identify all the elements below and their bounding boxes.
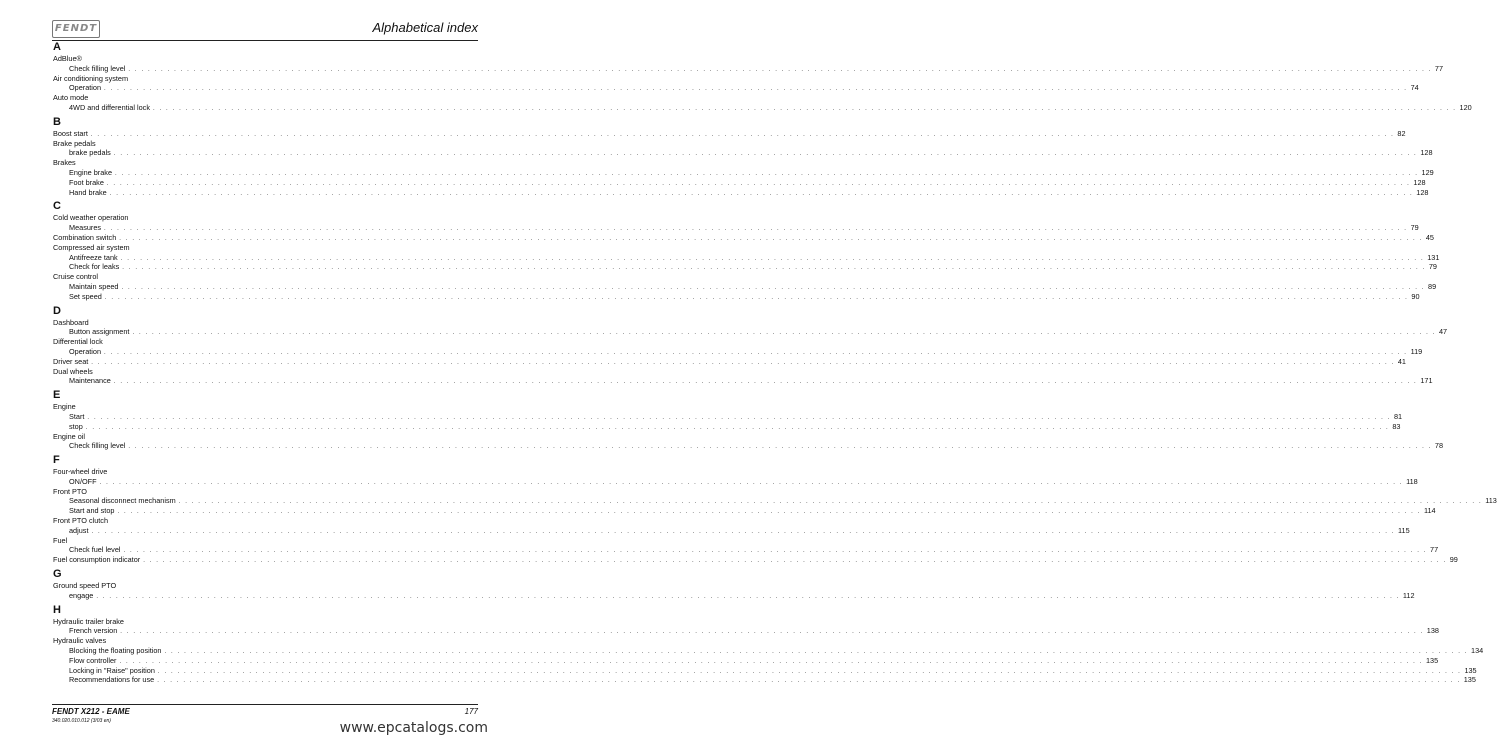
entry-label: stop bbox=[69, 421, 83, 431]
entry-page-number: 118 bbox=[1406, 476, 1418, 486]
index-entry bbox=[53, 213, 478, 223]
dot-leader: . . . . . . . . . . . . . . . . . . . . . . . . . . . . . . . . . . . . . . . . . . . . . . . . . . . . . . . . . . . . . . . . . . . . . . . . . . . . . . . . . . . . . . . . . . . . . . . . . . . . . . . . . . . . . . . . . . . . . . . . . . . . . . . . . . . . . . . . . . . . . . . . . . . . . . . . . . . . . . . . . . . . . . . . . . . . . . . . . . . . . . . . . . . . . . . . . . . . . . . . bbox=[113, 379, 1418, 386]
index-letter-heading: C bbox=[53, 200, 61, 213]
entry-label: Hydraulic trailer brake bbox=[53, 616, 124, 626]
entry-label: AdBlue® bbox=[53, 54, 82, 63]
dot-leader: . . . . . . . . . . . . . . . . . . . . . . . . . . . . . . . . . . . . . . . . . . . . . . . . . . . . . . . . . . . . . . . . . . . . . . . . . . . . . . . . . . . . . . . . . . . . . . . . . . . . . . . . . . . . . . . . . . . . . . . . . . . . . . . . . . . . . . . . . . . . . . . . . . . . . . . . . . . . . . . . . . . . . . . . . . . . . . . . . . . . . . . . . . . . . . . . . . . . . . . . bbox=[120, 629, 1424, 636]
dot-leader: . . . . . . . . . . . . . . . . . . . . . . . . . . . . . . . . . . . . . . . . . . . . . . . . . . . . . . . . . . . . . . . . . . . . . . . . . . . . . . . . . . . . . . . . . . . . . . . . . . . . . . . . . . . . . . . . . . . . . . . . . . . . . . . . . . . . . . . . . . . . . . . . . . . . . . . . . . . . . . . . . . . . . . . . . . . . . . . . . . . . . . . . . . . . . . . . . . . . . . . . bbox=[90, 131, 1395, 138]
entry-label: Dashboard bbox=[53, 317, 89, 327]
entry-page-number: 171 bbox=[1420, 376, 1433, 386]
entry-label: Start and stop bbox=[69, 506, 115, 516]
entry-label: Boost start bbox=[53, 128, 88, 138]
index-entry bbox=[53, 555, 1458, 565]
index-subentry bbox=[53, 167, 1434, 178]
entry-page-number: 79 bbox=[1428, 262, 1437, 272]
entry-page-number: 79 bbox=[1410, 223, 1419, 233]
entry-page-number: 83 bbox=[1392, 421, 1401, 431]
index-letter-heading: G bbox=[53, 568, 62, 581]
dot-leader: . . . . . . . . . . . . . . . . . . . . . . . . . . . . . . . . . . . . . . . . . . . . . . . . . . . . . . . . . . . . . . . . . . . . . . . . . . . . . . . . . . . . . . . . . . . . . . . . . . . . . . . . . . . . . . . . . . . . . . . . . . . . . . . . . . . . . . . . . . . . . . . . . . . . . . . . . . . . . . . . . . . . . . . . . . . . . . . . . . . . . . . . . . . . . . . . . . . . . . . . bbox=[132, 330, 1436, 337]
index-subentry bbox=[53, 441, 1444, 451]
entry-label: Set speed bbox=[69, 291, 102, 301]
index-subentry bbox=[53, 223, 1419, 233]
index-letter-heading: H bbox=[53, 603, 61, 616]
entry-label: Engine bbox=[53, 402, 76, 412]
entry-page-number: 114 bbox=[1423, 506, 1436, 516]
entry-label: Engine oil bbox=[53, 431, 86, 441]
index-letter-heading: F bbox=[53, 454, 60, 467]
entry-page-number: 77 bbox=[1434, 63, 1444, 73]
entry-page-number: 129 bbox=[1421, 167, 1434, 177]
index-subentry bbox=[53, 83, 1419, 93]
entry-page-number: 112 bbox=[1402, 590, 1415, 600]
dot-leader: . . . . . . . . . . . . . . . . . . . . . . . . . . . . . . . . . . . . . . . . . . . . . . . . . . . . . . . . . . . . . . . . . . . . . . . . . . . . . . . . . . . . . . . . . . . . . . . . . . . . . . . . . . . . . . . . . . . . . . . . . . . . . . . . . . . . . . . . . . . . . . . . . . . . . . . . . . . . . . . . . . . . . . . . . . . . . . . . . . . . . . . . . . . . . . . . . . . . . . . . bbox=[164, 649, 1469, 656]
index-subentry bbox=[53, 496, 1497, 506]
index-subentry bbox=[53, 346, 1423, 357]
dot-leader: . . . . . . . . . . . . . . . . . . . . . . . . . . . . . . . . . . . . . . . . . . . . . . . . . . . . . . . . . . . . . . . . . . . . . . . . . . . . . . . . . . . . . . . . . . . . . . . . . . . . . . . . . . . . . . . . . . . . . . . . . . . . . . . . . . . . . . . . . . . . . . . . . . . . . . . . . . . . . . . . . . . . . . . . . . . . . . . . . . . . . . . . . . . . . . . . . . . . . . . . bbox=[109, 190, 1414, 197]
entry-label: Check fuel level bbox=[69, 545, 121, 555]
index-subentry bbox=[53, 655, 1439, 666]
index-subentry bbox=[53, 626, 1439, 636]
dot-leader: . . . . . . . . . . . . . . . . . . . . . . . . . . . . . . . . . . . . . . . . . . . . . . . . . . . . . . . . . . . . . . . . . . . . . . . . . . . . . . . . . . . . . . . . . . . . . . . . . . . . . . . . . . . . . . . . . . . . . . . . . . . . . . . . . . . . . . . . . . . . . . . . . . . . . . . . . . . . . . . . . . . . . . . . . . . . . . . . . . . . . . . . . . . . . . . . . . . . . . . . bbox=[152, 105, 1457, 112]
entry-page-number: 77 bbox=[1430, 545, 1439, 555]
alphabetical-index bbox=[53, 41, 1497, 685]
index-subentry bbox=[53, 545, 1439, 555]
dot-leader: . . . . . . . . . . . . . . . . . . . . . . . . . . . . . . . . . . . . . . . . . . . . . . . . . . . . . . . . . . . . . . . . . . . . . . . . . . . . . . . . . . . . . . . . . . . . . . . . . . . . . . . . . . . . . . . . . . . . . . . . . . . . . . . . . . . . . . . . . . . . . . . . . . . . . . . . . . . . . . . . . . . . . . . . . . . . . . . . . . . . . . . . . . . . . . . . . . . . . . . . bbox=[91, 359, 1395, 366]
dot-leader: . . . . . . . . . . . . . . . . . . . . . . . . . . . . . . . . . . . . . . . . . . . . . . . . . . . . . . . . . . . . . . . . . . . . . . . . . . . . . . . . . . . . . . . . . . . . . . . . . . . . . . . . . . . . . . . . . . . . . . . . . . . . . . . . . . . . . . . . . . . . . . . . . . . . . . . . . . . . . . . . . . . . . . . . . . . . . . . . . . . . . . . . . . . . . . . . . . . . . . . . bbox=[104, 349, 1408, 356]
page-number: 177 bbox=[464, 707, 478, 716]
entry-label: Brakes bbox=[53, 158, 76, 168]
index-subentry bbox=[53, 525, 1410, 536]
entry-label: Hydraulic valves bbox=[53, 636, 107, 646]
index-subentry bbox=[53, 646, 1484, 656]
entry-label: Combination switch bbox=[53, 232, 117, 242]
index-subentry bbox=[53, 476, 1418, 487]
entry-label: Check for leaks bbox=[69, 262, 120, 272]
dot-leader: . . . . . . . . . . . . . . . . . . . . . . . . . . . . . . . . . . . . . . . . . . . . . . . . . . . . . . . . . . . . . . . . . . . . . . . . . . . . . . . . . . . . . . . . . . . . . . . . . . . . . . . . . . . . . . . . . . . . . . . . . . . . . . . . . . . . . . . . . . . . . . . . . . . . . . . . . . . . . . . . . . . . . . . . . . . . . . . . . . . . . . . . . . . . . . . . . . . . . . . . bbox=[91, 528, 1396, 535]
index-entry bbox=[53, 318, 478, 328]
entry-label: Four-wheel drive bbox=[53, 467, 108, 477]
entry-page-number: 74 bbox=[1410, 83, 1419, 93]
entry-label: Operation bbox=[69, 83, 102, 93]
index-subentry bbox=[53, 421, 1401, 432]
entry-label: Seasonal disconnect mechanism bbox=[69, 496, 176, 506]
watermark: www.epcatalogs.com bbox=[339, 720, 488, 736]
entry-label: Front PTO clutch bbox=[53, 516, 109, 526]
entry-page-number: 138 bbox=[1426, 626, 1439, 636]
entry-page-number: 99 bbox=[1449, 555, 1458, 565]
entry-page-number: 41 bbox=[1397, 356, 1406, 366]
index-entry bbox=[53, 402, 478, 412]
index-letter-heading: A bbox=[53, 41, 61, 53]
entry-label: Cold weather operation bbox=[53, 213, 129, 223]
entry-label: Measures bbox=[69, 223, 102, 233]
entry-page-number: 82 bbox=[1397, 128, 1406, 138]
dot-leader: . . . . . . . . . . . . . . . . . . . . . . . . . . . . . . . . . . . . . . . . . . . . . . . . . . . . . . . . . . . . . . . . . . . . . . . . . . . . . . . . . . . . . . . . . . . . . . . . . . . . . . . . . . . . . . . . . . . . . . . . . . . . . . . . . . . . . . . . . . . . . . . . . . . . . . . . . . . . . . . . . . . . . . . . . . . . . . . . . . . . . . . . . . . . . . . . . . . . . . . . bbox=[106, 180, 1411, 187]
entry-label: Auto mode bbox=[53, 93, 89, 103]
footer-document-code: 340.020.010.012 (3/03 en) bbox=[52, 718, 111, 724]
entry-label: Locking in "Raise" position bbox=[69, 665, 155, 675]
index-entry bbox=[53, 581, 478, 591]
dot-leader: . . . . . . . . . . . . . . . . . . . . . . . . . . . . . . . . . . . . . . . . . . . . . . . . . . . . . . . . . . . . . . . . . . . . . . . . . . . . . . . . . . . . . . . . . . . . . . . . . . . . . . . . . . . . . . . . . . . . . . . . . . . . . . . . . . . . . . . . . . . . . . . . . . . . . . . . . . . . . . . . . . . . . . . . . . . . . . . . . . . . . . . . . . . . . . . . . . . . . . . . bbox=[122, 265, 1426, 272]
dot-leader: . . . . . . . . . . . . . . . . . . . . . . . . . . . . . . . . . . . . . . . . . . . . . . . . . . . . . . . . . . . . . . . . . . . . . . . . . . . . . . . . . . . . . . . . . . . . . . . . . . . . . . . . . . . . . . . . . . . . . . . . . . . . . . . . . . . . . . . . . . . . . . . . . . . . . . . . . . . . . . . . . . . . . . . . . . . . . . . . . . . . . . . . . . . . . . . . . . . . . . . . bbox=[96, 593, 1400, 600]
entry-label: Engine brake bbox=[69, 167, 113, 177]
index-entry bbox=[53, 467, 478, 477]
entry-page-number: 134 bbox=[1471, 646, 1484, 656]
dot-leader: . . . . . . . . . . . . . . . . . . . . . . . . . . . . . . . . . . . . . . . . . . . . . . . . . . . . . . . . . . . . . . . . . . . . . . . . . . . . . . . . . . . . . . . . . . . . . . . . . . . . . . . . . . . . . . . . . . . . . . . . . . . . . . . . . . . . . . . . . . . . . . . . . . . . . . . . . . . . . . . . . . . . . . . . . . . . . . . . . . . . . . . . . . . . . . . . . . . . . . . . bbox=[99, 479, 1404, 486]
entry-label: ON/OFF bbox=[69, 476, 97, 486]
fendt-logo: FENDT bbox=[52, 20, 100, 38]
index-entry bbox=[53, 617, 478, 627]
entry-label: Maintain speed bbox=[69, 281, 119, 291]
entry-page-number: 128 bbox=[1416, 187, 1429, 197]
entry-label: Ground speed PTO bbox=[53, 581, 117, 591]
entry-label: Foot brake bbox=[69, 177, 104, 187]
entry-page-number: 135 bbox=[1463, 675, 1476, 685]
entry-label: Check filling level bbox=[69, 63, 126, 73]
index-subentry bbox=[53, 291, 1420, 302]
dot-leader: . . . . . . . . . . . . . . . . . . . . . . . . . . . . . . . . . . . . . . . . . . . . . . . . . . . . . . . . . . . . . . . . . . . . . . . . . . . . . . . . . . . . . . . . . . . . . . . . . . . . . . . . . . . . . . . . . . . . . . . . . . . . . . . . . . . . . . . . . . . . . . . . . . . . . . . . . . . . . . . . . . . . . . . . . . . . . . . . . . . . . . . . . . . . . . . . . . . . . . . . bbox=[104, 294, 1409, 301]
entry-label: Maintenance bbox=[69, 376, 111, 386]
entry-page-number: 131 bbox=[1427, 252, 1440, 262]
page-title: Alphabetical index bbox=[372, 20, 478, 35]
index-subentry bbox=[53, 327, 1448, 337]
dot-leader: . . . . . . . . . . . . . . . . . . . . . . . . . . . . . . . . . . . . . . . . . . . . . . . . . . . . . . . . . . . . . . . . . . . . . . . . . . . . . . . . . . . . . . . . . . . . . . . . . . . . . . . . . . . . . . . . . . . . . . . . . . . . . . . . . . . . . . . . . . . . . . . . . . . . . . . . . . . . . . . . . . . . . . . . . . . . . . . . . . . . . . . . . . . . . . . . . . . . . . . . bbox=[104, 226, 1408, 233]
entry-label: Air conditioning system bbox=[53, 73, 129, 83]
dot-leader: . . . . . . . . . . . . . . . . . . . . . . . . . . . . . . . . . . . . . . . . . . . . . . . . . . . . . . . . . . . . . . . . . . . . . . . . . . . . . . . . . . . . . . . . . . . . . . . . . . . . . . . . . . . . . . . . . . . . . . . . . . . . . . . . . . . . . . . . . . . . . . . . . . . . . . . . . . . . . . . . . . . . . . . . . . . . . . . . . . . . . . . . . . . . . . . . . . . . . . . . bbox=[178, 499, 1483, 506]
dot-leader: . . . . . . . . . . . . . . . . . . . . . . . . . . . . . . . . . . . . . . . . . . . . . . . . . . . . . . . . . . . . . . . . . . . . . . . . . . . . . . . . . . . . . . . . . . . . . . . . . . . . . . . . . . . . . . . . . . . . . . . . . . . . . . . . . . . . . . . . . . . . . . . . . . . . . . . . . . . . . . . . . . . . . . . . . . . . . . . . . . . . . . . . . . . . . . . . . . . . . . . . bbox=[85, 424, 1390, 431]
entry-label: Differential lock bbox=[53, 337, 103, 347]
entry-label: Compressed air system bbox=[53, 242, 130, 252]
index-subentry bbox=[53, 187, 1429, 198]
entry-label: Recommendations for use bbox=[69, 675, 155, 685]
entry-label: Brake pedals bbox=[53, 138, 96, 148]
footer-title: FENDT X212 - EAME bbox=[52, 707, 130, 716]
dot-leader: . . . . . . . . . . . . . . . . . . . . . . . . . . . . . . . . . . . . . . . . . . . . . . . . . . . . . . . . . . . . . . . . . . . . . . . . . . . . . . . . . . . . . . . . . . . . . . . . . . . . . . . . . . . . . . . . . . . . . . . . . . . . . . . . . . . . . . . . . . . . . . . . . . . . . . . . . . . . . . . . . . . . . . . . . . . . . . . . . . . . . . . . . . . . . . . . . . . . . . . . bbox=[123, 548, 1428, 555]
dot-leader: . . . . . . . . . . . . . . . . . . . . . . . . . . . . . . . . . . . . . . . . . . . . . . . . . . . . . . . . . . . . . . . . . . . . . . . . . . . . . . . . . . . . . . . . . . . . . . . . . . . . . . . . . . . . . . . . . . . . . . . . . . . . . . . . . . . . . . . . . . . . . . . . . . . . . . . . . . . . . . . . . . . . . . . . . . . . . . . . . . . . . . . . . . . . . . . . . . . . . . . . bbox=[128, 444, 1432, 451]
entry-label: adjust bbox=[69, 525, 89, 535]
dot-leader: . . . . . . . . . . . . . . . . . . . . . . . . . . . . . . . . . . . . . . . . . . . . . . . . . . . . . . . . . . . . . . . . . . . . . . . . . . . . . . . . . . . . . . . . . . . . . . . . . . . . . . . . . . . . . . . . . . . . . . . . . . . . . . . . . . . . . . . . . . . . . . . . . . . . . . . . . . . . . . . . . . . . . . . . . . . . . . . . . . . . . . . . . . . . . . . . . . . . . . . . bbox=[120, 255, 1425, 262]
index-subentry bbox=[53, 252, 1440, 263]
entry-page-number: 128 bbox=[1420, 148, 1433, 158]
dot-leader: . . . . . . . . . . . . . . . . . . . . . . . . . . . . . . . . . . . . . . . . . . . . . . . . . . . . . . . . . . . . . . . . . . . . . . . . . . . . . . . . . . . . . . . . . . . . . . . . . . . . . . . . . . . . . . . . . . . . . . . . . . . . . . . . . . . . . . . . . . . . . . . . . . . . . . . . . . . . . . . . . . . . . . . . . . . . . . . . . . . . . . . . . . . . . . . . . . . . . . . . bbox=[157, 678, 1461, 685]
entry-label: Fuel bbox=[53, 535, 68, 545]
index-letter-heading: B bbox=[53, 115, 61, 128]
entry-page-number: 81 bbox=[1393, 411, 1403, 421]
entry-page-number: 135 bbox=[1425, 655, 1439, 665]
index-subentry bbox=[53, 675, 1476, 685]
dot-leader: . . . . . . . . . . . . . . . . . . . . . . . . . . . . . . . . . . . . . . . . . . . . . . . . . . . . . . . . . . . . . . . . . . . . . . . . . . . . . . . . . . . . . . . . . . . . . . . . . . . . . . . . . . . . . . . . . . . . . . . . . . . . . . . . . . . . . . . . . . . . . . . . . . . . . . . . . . . . . . . . . . . . . . . . . . . . . . . . . . . . . . . . . . . . . . . . . . . . . . . . bbox=[113, 151, 1418, 158]
index-letter-heading: E bbox=[53, 389, 61, 402]
entry-label: Blocking the floating position bbox=[69, 646, 162, 656]
entry-label: brake pedals bbox=[69, 148, 111, 158]
index-subentry bbox=[53, 411, 1403, 422]
entry-page-number: 120 bbox=[1459, 102, 1472, 112]
page-header bbox=[52, 18, 478, 41]
index-entry bbox=[53, 356, 1406, 367]
entry-label: Front PTO bbox=[53, 486, 87, 496]
dot-leader: . . . . . . . . . . . . . . . . . . . . . . . . . . . . . . . . . . . . . . . . . . . . . . . . . . . . . . . . . . . . . . . . . . . . . . . . . . . . . . . . . . . . . . . . . . . . . . . . . . . . . . . . . . . . . . . . . . . . . . . . . . . . . . . . . . . . . . . . . . . . . . . . . . . . . . . . . . . . . . . . . . . . . . . . . . . . . . . . . . . . . . . . . . . . . . . . . . . . . . . . bbox=[157, 668, 1462, 675]
index-subentry bbox=[53, 177, 1426, 188]
entry-label: Cruise control bbox=[53, 272, 99, 282]
entry-page-number: 78 bbox=[1434, 441, 1444, 451]
entry-page-number: 45 bbox=[1425, 232, 1434, 242]
entry-label: Start bbox=[69, 411, 85, 421]
entry-page-number: 89 bbox=[1428, 281, 1437, 291]
dot-leader: . . . . . . . . . . . . . . . . . . . . . . . . . . . . . . . . . . . . . . . . . . . . . . . . . . . . . . . . . . . . . . . . . . . . . . . . . . . . . . . . . . . . . . . . . . . . . . . . . . . . . . . . . . . . . . . . . . . . . . . . . . . . . . . . . . . . . . . . . . . . . . . . . . . . . . . . . . . . . . . . . . . . . . . . . . . . . . . . . . . . . . . . . . . . . . . . . . . . . . . . bbox=[121, 284, 1426, 291]
entry-page-number: 115 bbox=[1398, 525, 1410, 535]
index-subentry bbox=[53, 506, 1436, 516]
entry-page-number: 90 bbox=[1411, 291, 1420, 301]
index-letter-heading: D bbox=[53, 304, 61, 317]
entry-label: Check filling level bbox=[69, 441, 126, 451]
entry-label: French version bbox=[69, 626, 118, 636]
entry-page-number: 119 bbox=[1410, 346, 1423, 356]
index-subentry bbox=[53, 281, 1437, 292]
index-subentry bbox=[53, 102, 1472, 113]
entry-label: Dual wheels bbox=[53, 366, 93, 376]
entry-label: engage bbox=[69, 590, 94, 600]
entry-label: Operation bbox=[69, 346, 102, 356]
dot-leader: . . . . . . . . . . . . . . . . . . . . . . . . . . . . . . . . . . . . . . . . . . . . . . . . . . . . . . . . . . . . . . . . . . . . . . . . . . . . . . . . . . . . . . . . . . . . . . . . . . . . . . . . . . . . . . . . . . . . . . . . . . . . . . . . . . . . . . . . . . . . . . . . . . . . . . . . . . . . . . . . . . . . . . . . . . . . . . . . . . . . . . . . . . . . . . . . . . . . . . . . bbox=[117, 509, 1421, 516]
entry-label: Antifreeze tank bbox=[69, 252, 118, 262]
entry-label: Flow controller bbox=[69, 655, 117, 665]
entry-label: Fuel consumption indicator bbox=[53, 555, 141, 565]
entry-label: Button assignment bbox=[69, 327, 130, 337]
index-subentry bbox=[53, 376, 1433, 386]
entry-page-number: 113 bbox=[1485, 496, 1497, 506]
index-subentry bbox=[53, 590, 1415, 601]
entry-label: Driver seat bbox=[53, 356, 89, 366]
entry-label: Hand brake bbox=[69, 187, 107, 197]
index-entry bbox=[53, 54, 478, 64]
dot-leader: . . . . . . . . . . . . . . . . . . . . . . . . . . . . . . . . . . . . . . . . . . . . . . . . . . . . . . . . . . . . . . . . . . . . . . . . . . . . . . . . . . . . . . . . . . . . . . . . . . . . . . . . . . . . . . . . . . . . . . . . . . . . . . . . . . . . . . . . . . . . . . . . . . . . . . . . . . . . . . . . . . . . . . . . . . . . . . . . . . . . . . . . . . . . . . . . . . . . . . . . bbox=[143, 558, 1447, 565]
index-subentry bbox=[53, 148, 1433, 158]
entry-page-number: 128 bbox=[1413, 177, 1426, 187]
index-entry bbox=[53, 128, 1406, 139]
entry-label: 4WD and differential lock bbox=[69, 102, 150, 112]
entry-page-number: 47 bbox=[1438, 327, 1448, 337]
dot-leader: . . . . . . . . . . . . . . . . . . . . . . . . . . . . . . . . . . . . . . . . . . . . . . . . . . . . . . . . . . . . . . . . . . . . . . . . . . . . . . . . . . . . . . . . . . . . . . . . . . . . . . . . . . . . . . . . . . . . . . . . . . . . . . . . . . . . . . . . . . . . . . . . . . . . . . . . . . . . . . . . . . . . . . . . . . . . . . . . . . . . . . . . . . . . . . . . . . . . . . . . bbox=[119, 235, 1423, 242]
dot-leader: . . . . . . . . . . . . . . . . . . . . . . . . . . . . . . . . . . . . . . . . . . . . . . . . . . . . . . . . . . . . . . . . . . . . . . . . . . . . . . . . . . . . . . . . . . . . . . . . . . . . . . . . . . . . . . . . . . . . . . . . . . . . . . . . . . . . . . . . . . . . . . . . . . . . . . . . . . . . . . . . . . . . . . . . . . . . . . . . . . . . . . . . . . . . . . . . . . . . . . . . bbox=[104, 86, 1408, 93]
index-subentry bbox=[53, 262, 1437, 272]
dot-leader: . . . . . . . . . . . . . . . . . . . . . . . . . . . . . . . . . . . . . . . . . . . . . . . . . . . . . . . . . . . . . . . . . . . . . . . . . . . . . . . . . . . . . . . . . . . . . . . . . . . . . . . . . . . . . . . . . . . . . . . . . . . . . . . . . . . . . . . . . . . . . . . . . . . . . . . . . . . . . . . . . . . . . . . . . . . . . . . . . . . . . . . . . . . . . . . . . . . . . . . . bbox=[128, 66, 1432, 73]
index-subentry bbox=[53, 665, 1477, 676]
dot-leader: . . . . . . . . . . . . . . . . . . . . . . . . . . . . . . . . . . . . . . . . . . . . . . . . . . . . . . . . . . . . . . . . . . . . . . . . . . . . . . . . . . . . . . . . . . . . . . . . . . . . . . . . . . . . . . . . . . . . . . . . . . . . . . . . . . . . . . . . . . . . . . . . . . . . . . . . . . . . . . . . . . . . . . . . . . . . . . . . . . . . . . . . . . . . . . . . . . . . . . . . bbox=[115, 170, 1419, 177]
index-subentry bbox=[53, 63, 1444, 74]
entry-page-number: 135 bbox=[1464, 665, 1477, 675]
dot-leader: . . . . . . . . . . . . . . . . . . . . . . . . . . . . . . . . . . . . . . . . . . . . . . . . . . . . . . . . . . . . . . . . . . . . . . . . . . . . . . . . . . . . . . . . . . . . . . . . . . . . . . . . . . . . . . . . . . . . . . . . . . . . . . . . . . . . . . . . . . . . . . . . . . . . . . . . . . . . . . . . . . . . . . . . . . . . . . . . . . . . . . . . . . . . . . . . . . . . . . . . bbox=[119, 658, 1423, 665]
dot-leader: . . . . . . . . . . . . . . . . . . . . . . . . . . . . . . . . . . . . . . . . . . . . . . . . . . . . . . . . . . . . . . . . . . . . . . . . . . . . . . . . . . . . . . . . . . . . . . . . . . . . . . . . . . . . . . . . . . . . . . . . . . . . . . . . . . . . . . . . . . . . . . . . . . . . . . . . . . . . . . . . . . . . . . . . . . . . . . . . . . . . . . . . . . . . . . . . . . . . . . . . bbox=[87, 414, 1391, 421]
